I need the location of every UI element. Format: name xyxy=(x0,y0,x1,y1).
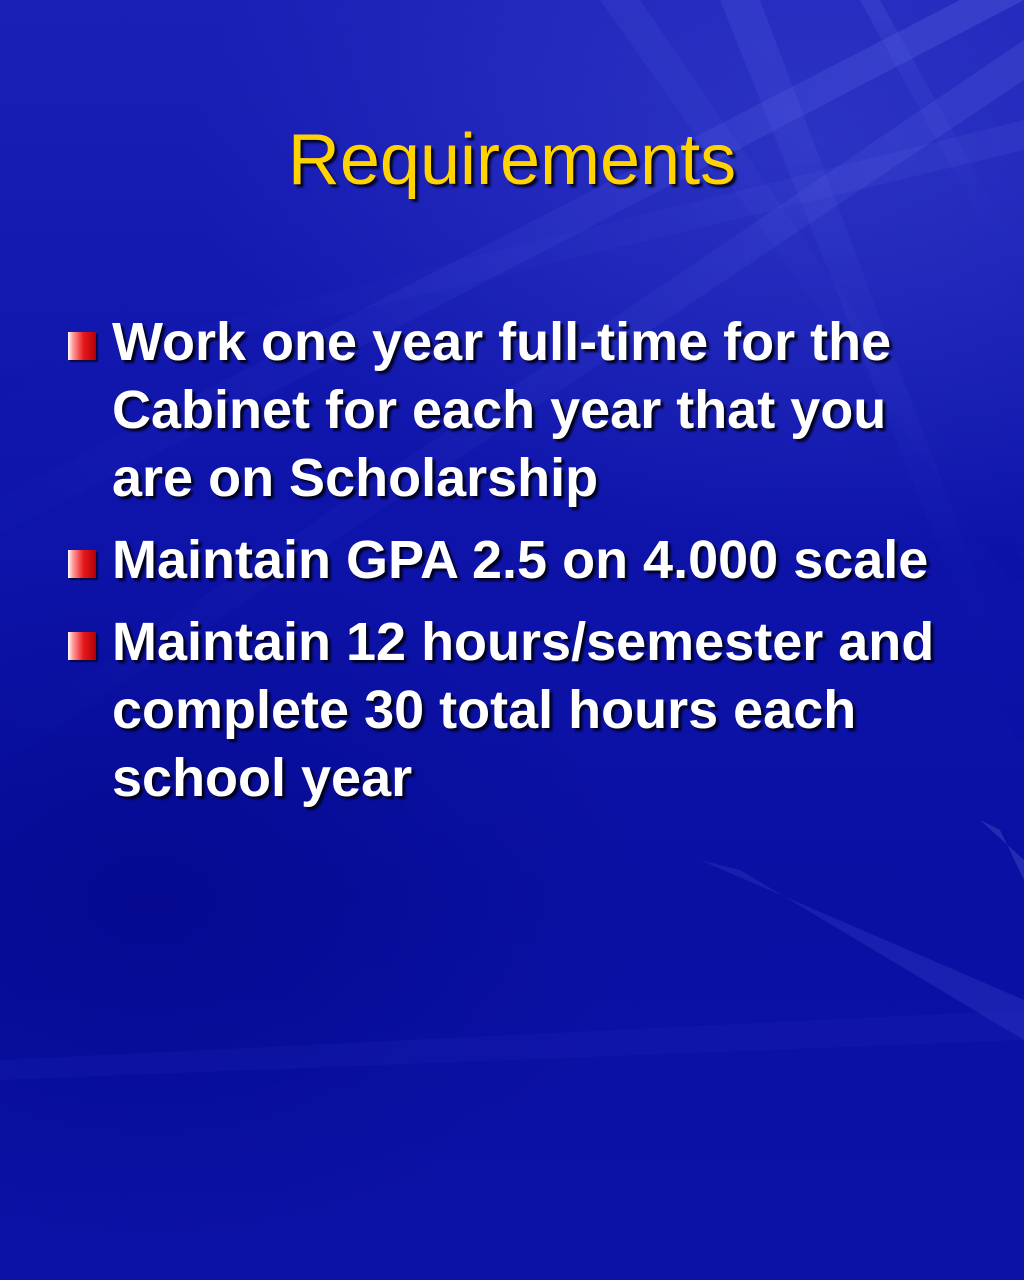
bullet-item xyxy=(0,526,1024,594)
square-bullet-icon xyxy=(68,550,96,578)
bullet-text: Maintain GPA 2.5 on 4.000 scale xyxy=(112,530,929,590)
bullet-item xyxy=(0,308,1024,512)
square-bullet-icon xyxy=(68,632,96,660)
bullet-list xyxy=(0,308,1024,826)
square-bullet-icon xyxy=(68,332,96,360)
slide-title: Requirements xyxy=(287,120,737,200)
bullet-item xyxy=(0,608,1024,812)
bullet-text: Work one year full-time for the Cabinet for each year that you are on Scholarship xyxy=(112,312,892,508)
bullet-text: Maintain 12 hours/semester and complete 30 total hours each school year xyxy=(112,612,935,808)
